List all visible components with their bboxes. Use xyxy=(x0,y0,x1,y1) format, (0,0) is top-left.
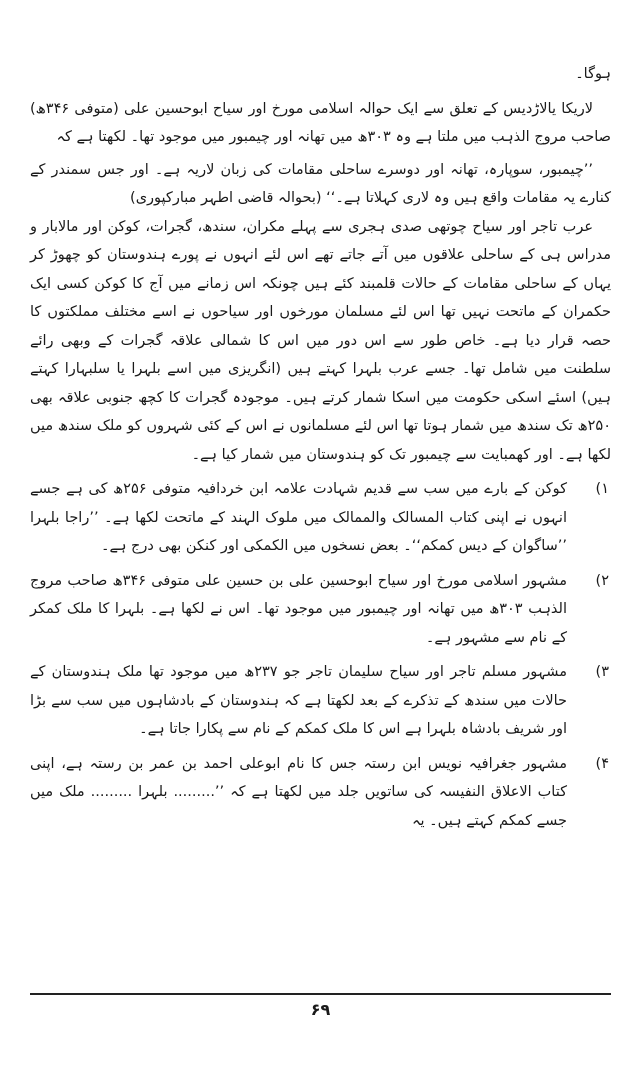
continuation-text: ہوگا۔ xyxy=(575,66,611,82)
list-item xyxy=(30,475,611,561)
list-item-number: ۲) xyxy=(595,572,609,589)
page-body xyxy=(30,60,611,835)
list-item-text: کوکن کے بارے میں سب سے قدیم شہادت علامہ ابن خردافیہ متوفی ۲۵۶ھ کی ہے جسے انہوں نے اپنی کتاب المسالک والممالک میں ملوک الہند کے ماتحت لکھا ہے۔ ’’راجا بلہرا ’’ساگوان کے دیس کمکم‘‘۔ بعض نسخوں میں الکمکی اور کنکن بھی درج ہے۔ xyxy=(30,481,567,554)
list-item-number: ۴) xyxy=(595,755,609,772)
list-item-text: مشہور اسلامی مورخ اور سیاح ابوحسین علی بن حسین علی متوفی ۳۴۶ھ صاحب مروج الذہب ۳۰۳ھ میں تھانہ اور چیمبور میں موجود تھا۔ اس نے لکھا ہے۔ بلہرا کا ملک کمکر کے نام سے مشہور ہے۔ xyxy=(30,572,567,646)
list-item-text: مشہور مسلم تاجر اور سیاح سلیمان تاجر جو ۲۳۷ھ میں موجود تھا ملک ہندوستان کے حالات میں سندھ کے تذکرے کے بعد لکھتا ہے کہ ہندوستان کے بادشاہوں میں سب سے بڑا اور شریف بادشاہ بلہرا ہے اس کا ملک کمکم کے نام سے پکارا جاتا ہے۔ xyxy=(30,664,567,737)
quotation-paragraph: ’’چیمبور، سوپارہ، تھانہ اور دوسرے ساحلی مقامات کی زبان لاریہ ہے۔ اور جس سمندر کے کنارے یہ مقامات واقع ہیں وہ لاری کہلاتا ہے۔‘‘ (بحوالہ قاضی اطہر مبارکپوری) xyxy=(30,161,611,206)
list-item-number: ۱) xyxy=(595,481,609,497)
list-item xyxy=(30,567,611,653)
paragraph-laarika: لاریکا یالاڑدیس کے تعلق سے ایک حوالہ اسلامی مورخ اور سیاح ابوحسین علی (متوفی ۳۴۶ھ) صاحب مروج الذہب میں ملتا ہے وہ ۳۰۳ھ میں تھانہ اور چیمبور میں موجود تھا۔ لکھتا ہے کہ xyxy=(30,100,611,145)
list-item xyxy=(30,658,611,744)
paragraph-arab-traders: عرب تاجر اور سیاح چوتھی صدی ہجری سے پہلے مکران، سندھ، گجرات، کوکن اور مالابار و مدراس ہی کے ساحلی علاقوں میں آتے جاتے تھے اس لئے انہوں نے پورے ہندوستان کو چھوڑ کر یہاں کے ساحلی مقامات کے حالات قلمبند کئے ہیں چونکہ اس زمانے میں آج کا کوکن کسی ایک حکمران کے ماتحت نہیں تھا اس لئے مسلمان مورخوں اور سیاحوں نے اسے مختلف مملکتوں کا حصہ قرار دیا ہے۔ خاص طور سے اس دور میں اس کا شمالی علاقہ گجرات کے وبھی رائے سلطنت میں شامل تھا۔ جسے عرب بلہرا کہتے ہیں (انگریزی میں اسے بلہرا یا سلبہارا کہتے ہیں) اسئے اسکی حکومت میں اسکا شمار کرتے ہیں۔ موجودہ گجرات کا کچھ جنوبی علاقہ بھی ۲۵۰ھ تک سندھ میں شمار ہوتا تھا اس لئے مسلمانوں نے اس کے کئی شہروں کو ملک سندھ میں لکھا ہے۔ اور کھمبایت سے چیمبور تک کو ہندوستان میں شمار کیا ہے۔ xyxy=(30,218,611,463)
list-item-text: مشہور جغرافیہ نویس ابن رستہ جس کا نام ابوعلی احمد بن عمر بن رستہ ہے، اپنی کتاب الاعلاق النفیسہ کی ساتویں جلد میں لکھتا ہے کہ ’’......... بلہرا ......... ملک میں جسے کمکم کہتے ہیں۔ یہ xyxy=(30,755,567,829)
page-number: ۶۹ xyxy=(310,1000,331,1019)
footer-divider xyxy=(30,993,611,995)
list-item-number: ۳) xyxy=(595,664,609,680)
list-item xyxy=(30,750,611,836)
